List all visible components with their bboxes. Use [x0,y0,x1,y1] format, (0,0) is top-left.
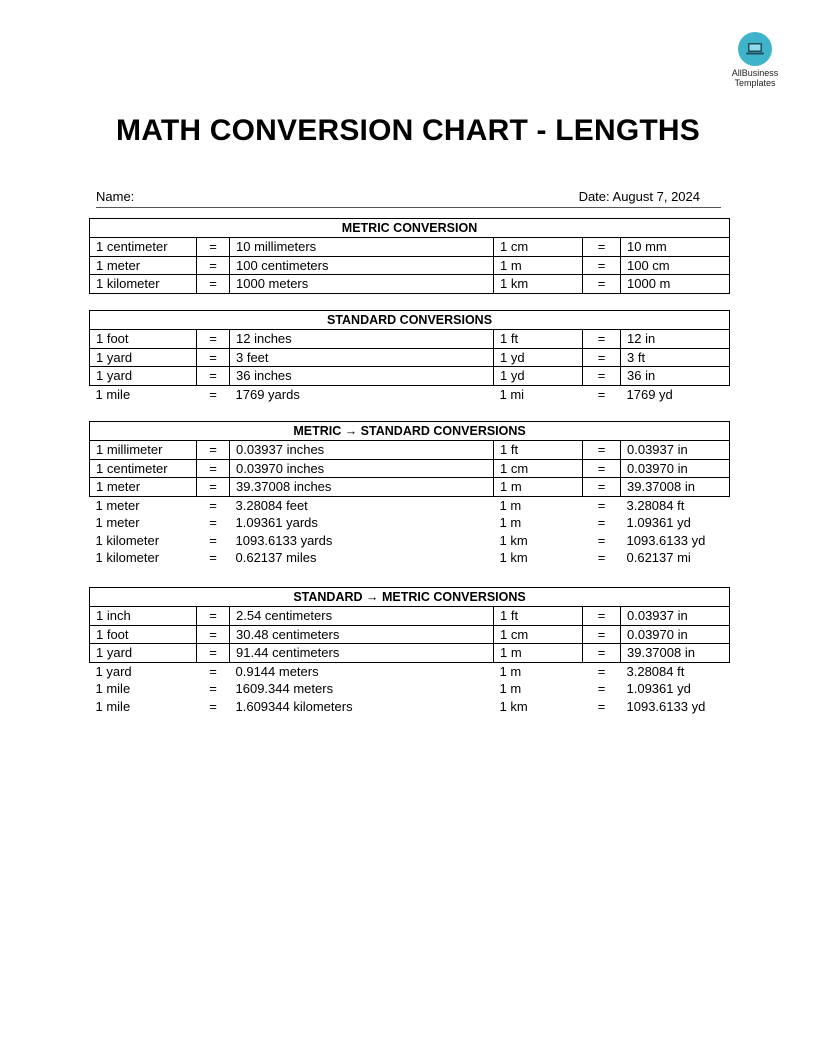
table-cell: 2.54 centimeters [230,607,494,626]
table-cell: 0.62137 mi [626,550,691,566]
table-cell: 1 meter [90,478,197,497]
table-cell: 1 m [499,663,522,679]
equals-sign: = [583,607,621,626]
table-cell: 1 kilometer [90,275,197,294]
equals-sign: = [197,348,230,367]
table-row [90,256,730,275]
table-cell: 0.03937 in [621,441,730,460]
table-cell: 1 m [494,644,583,663]
equals-sign: = [583,644,621,663]
section-heading: METRIC CONVERSION [90,219,730,238]
equals-sign: = [583,330,621,349]
equals-sign: = [583,625,621,644]
table-row [90,532,730,550]
equals-sign: = [583,367,621,386]
table-cell: 0.03937 inches [230,441,494,460]
table-cell: 0.9144 meters [235,663,319,679]
table-cell: 1769 yd [626,386,673,402]
equals-sign: = [209,698,217,714]
table-cell: 1 km [499,698,528,714]
table-cell: 1.09361 yd [626,515,691,531]
equals-sign: = [583,238,621,257]
table-cell: 1093.6133 yd [626,698,706,714]
table-cell: 1769 yards [235,386,300,402]
table-cell: 1.09361 yards [235,515,318,531]
table-cell: 39.37008 in [621,644,730,663]
table-cell: 1 centimeter [90,459,197,478]
table-cell: 3.28084 ft [626,497,685,513]
table-row [90,698,730,716]
equals-sign: = [583,348,621,367]
table-cell: 12 inches [230,330,494,349]
equals-sign: = [583,459,621,478]
table-cell: 1609.344 meters [235,681,334,697]
equals-sign: = [583,275,621,294]
name-date-line [96,188,721,208]
table-cell: 1 m [499,515,522,531]
table-cell: 1 inch [90,607,197,626]
table-row [90,496,730,514]
table-cell: 1 km [494,275,583,294]
table-row [90,514,730,532]
table-cell: 1 kilometer [95,550,160,566]
table-cell: 1 yard [90,367,197,386]
date-label: Date: August 7, 2024 [578,189,700,204]
equals-sign: = [197,625,230,644]
table-cell: 39.37008 inches [230,478,494,497]
table-cell: 1 meter [95,515,140,531]
table-cell: 39.37008 in [621,478,730,497]
table-cell: 1 m [499,497,522,513]
equals-sign: = [597,663,606,679]
table-cell: 36 in [621,367,730,386]
equals-sign: = [209,386,217,402]
table-cell: 0.03970 in [621,625,730,644]
table-cell: 1 mile [95,386,131,402]
table-row [90,348,730,367]
equals-sign: = [597,698,606,714]
table-cell: 3 feet [230,348,494,367]
section-heading: STANDARD CONVERSIONS [90,311,730,330]
equals-sign: = [597,515,606,531]
table-row [90,680,730,698]
table-cell: 1 yard [90,644,197,663]
table-cell: 1 km [499,532,528,548]
equals-sign: = [197,238,230,257]
table-cell: 1 yard [95,663,132,679]
equals-sign: = [583,256,621,275]
table-cell: 0.03970 in [621,459,730,478]
equals-sign: = [209,550,217,566]
table-cell: 12 in [621,330,730,349]
metric-to-standard-table [89,421,730,567]
table-row [90,459,730,478]
standard-to-metric-table [89,587,730,715]
table-cell: 1093.6133 yards [235,532,333,548]
table-row [90,367,730,386]
table-cell: 100 centimeters [230,256,494,275]
table-cell: 3.28084 ft [626,663,685,679]
equals-sign: = [197,459,230,478]
table-cell: 0.03970 inches [230,459,494,478]
table-cell: 1000 m [621,275,730,294]
equals-sign: = [597,532,606,548]
table-cell: 10 millimeters [230,238,494,257]
table-cell: 1 m [494,256,583,275]
table-cell: 1 yd [494,367,583,386]
table-cell: 3.28084 feet [235,497,308,513]
table-cell: 1 foot [90,625,197,644]
equals-sign: = [597,681,606,697]
brand-logo [722,32,788,88]
equals-sign: = [209,515,217,531]
table-cell: 1 foot [90,330,197,349]
equals-sign: = [209,681,217,697]
table-cell: 1.609344 kilometers [235,698,353,714]
equals-sign: = [583,478,621,497]
table-row [90,478,730,497]
table-cell: 1 mile [95,698,131,714]
equals-sign: = [597,497,606,513]
table-cell: 10 mm [621,238,730,257]
page-title: MATH CONVERSION CHART - LENGTHS [116,114,700,147]
brand-name: AllBusiness Templates [731,68,779,88]
table-cell: 1 meter [95,497,140,513]
table-cell: 1 ft [494,330,583,349]
equals-sign: = [197,275,230,294]
equals-sign: = [597,386,606,402]
table-row [90,330,730,349]
table-row [90,238,730,257]
equals-sign: = [597,550,606,566]
laptop-icon [738,32,772,66]
standard-conversions-table [89,310,730,403]
table-cell: 36 inches [230,367,494,386]
equals-sign: = [197,644,230,663]
table-row [90,275,730,294]
equals-sign: = [197,607,230,626]
table-row [90,385,730,403]
table-cell: 1 mile [95,681,131,697]
table-row [90,644,730,663]
table-cell: 1 mi [499,386,525,402]
equals-sign: = [197,330,230,349]
table-cell: 1 m [494,478,583,497]
table-cell: 3 ft [621,348,730,367]
table-row [90,625,730,644]
table-row [90,549,730,567]
table-cell: 1.09361 yd [626,681,691,697]
table-cell: 1 meter [90,256,197,275]
table-row [90,441,730,460]
table-cell: 100 cm [621,256,730,275]
equals-sign: = [209,532,217,548]
equals-sign: = [209,663,217,679]
table-cell: 1 centimeter [90,238,197,257]
equals-sign: = [209,497,217,513]
table-cell: 1 km [499,550,528,566]
name-label: Name: [96,189,135,204]
section-heading: STANDARD → METRIC CONVERSIONS [90,588,730,607]
table-cell: 1000 meters [230,275,494,294]
table-cell: 1 yd [494,348,583,367]
table-cell: 1093.6133 yd [626,532,706,548]
equals-sign: = [583,441,621,460]
table-cell: 1 ft [494,441,583,460]
table-cell: 1 cm [494,459,583,478]
table-cell: 0.03937 in [621,607,730,626]
equals-sign: = [197,441,230,460]
equals-sign: = [197,256,230,275]
table-cell: 91.44 centimeters [230,644,494,663]
table-cell: 1 yard [90,348,197,367]
equals-sign: = [197,367,230,386]
equals-sign: = [197,478,230,497]
table-cell: 0.62137 miles [235,550,317,566]
table-row [90,607,730,626]
metric-conversion-table [89,218,730,294]
table-cell: 1 cm [494,238,583,257]
table-cell: 1 ft [494,607,583,626]
table-cell: 1 kilometer [95,532,160,548]
table-cell: 1 cm [494,625,583,644]
table-cell: 30.48 centimeters [230,625,494,644]
table-cell: 1 m [499,681,522,697]
table-row [90,662,730,680]
section-heading: METRIC → STANDARD CONVERSIONS [90,422,730,441]
table-cell: 1 millimeter [90,441,197,460]
